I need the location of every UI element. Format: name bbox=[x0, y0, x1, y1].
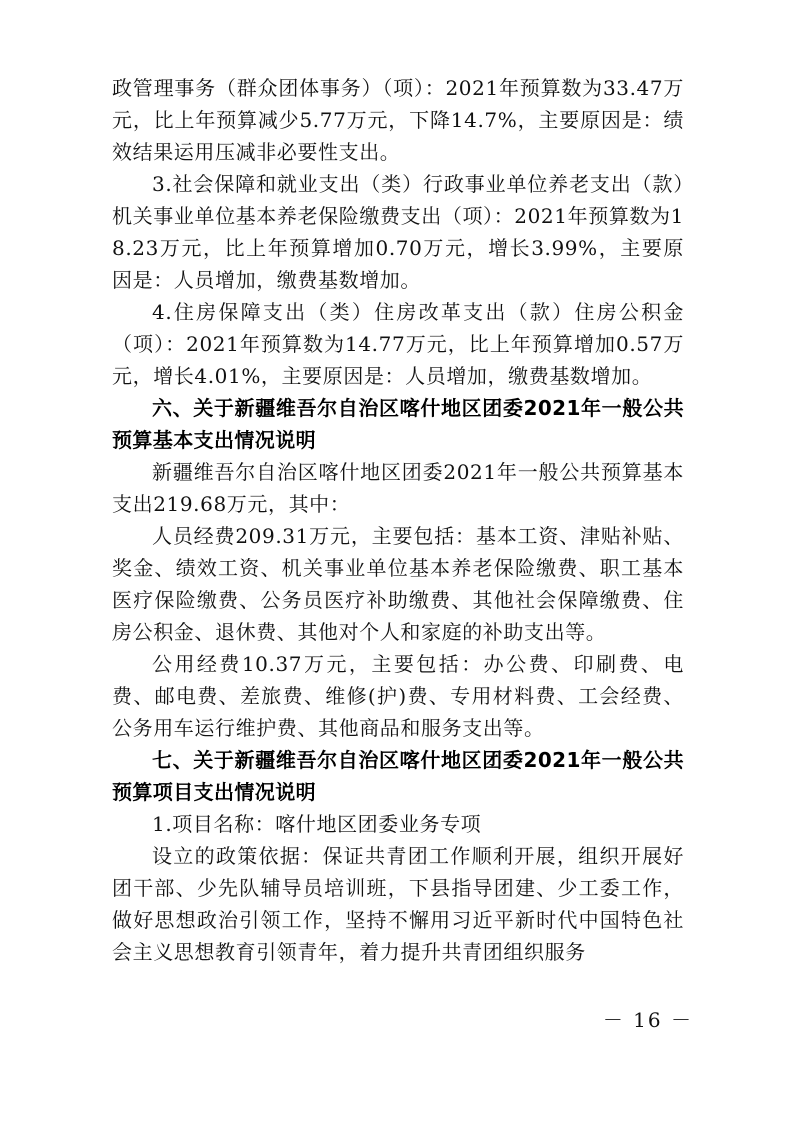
page-number: － 16 － bbox=[602, 1008, 693, 1032]
paragraph-5: 人员经费209.31万元，主要包括：基本工资、津贴补贴、奖金、绩效工资、机关事业单位基本养老保险缴费、职工基本医疗保险缴费、公务员医疗补助缴费、其他社会保障缴费、住房公积金、退休费、其他对个人和家庭的补助支出等。 bbox=[112, 524, 684, 644]
document-body bbox=[112, 72, 684, 968]
paragraph-6: 公用经费10.37万元，主要包括：办公费、印刷费、电费、邮电费、差旅费、维修(护)费、专用材料费、工会经费、公务用车运行维护费、其他商品和服务支出等。 bbox=[112, 652, 684, 740]
paragraph-7: 1.项目名称：喀什地区团委业务专项 bbox=[152, 812, 482, 836]
paragraph-2: 3.社会保障和就业支出（类）行政事业单位养老支出（款）机关事业单位基本养老保险缴费支出（项）：2021年预算数为18.23万元，比上年预算增加0.70万元，增长3.99%，主要原因是：人员增加，缴费基数增加。 bbox=[112, 172, 684, 292]
paragraph-1: 政管理事务（群众团体事务）（项）：2021年预算数为33.47万元，比上年预算减少5.77万元，下降14.7%，主要原因是：绩效结果运用压减非必要性支出。 bbox=[112, 76, 684, 164]
paragraph-4: 新疆维吾尔自治区喀什地区团委2021年一般公共预算基本支出219.68万元，其中： bbox=[112, 460, 684, 516]
section-heading-6: 六、关于新疆维吾尔自治区喀什地区团委2021年一般公共预算基本支出情况说明 bbox=[112, 396, 684, 452]
section-heading-7: 七、关于新疆维吾尔自治区喀什地区团委2021年一般公共预算项目支出情况说明 bbox=[112, 748, 684, 804]
paragraph-8: 设立的政策依据：保证共青团工作顺利开展，组织开展好团干部、少先队辅导员培训班，下县指导团建、少工委工作，做好思想政治引领工作，坚持不懈用习近平新时代中国特色社会主义思想教育引领青年，着力提升共青团组织服务 bbox=[112, 844, 684, 964]
paragraph-3: 4.住房保障支出（类）住房改革支出（款）住房公积金（项）：2021年预算数为14.77万元，比上年预算增加0.57万元，增长4.01%，主要原因是：人员增加，缴费基数增加。 bbox=[112, 300, 684, 388]
